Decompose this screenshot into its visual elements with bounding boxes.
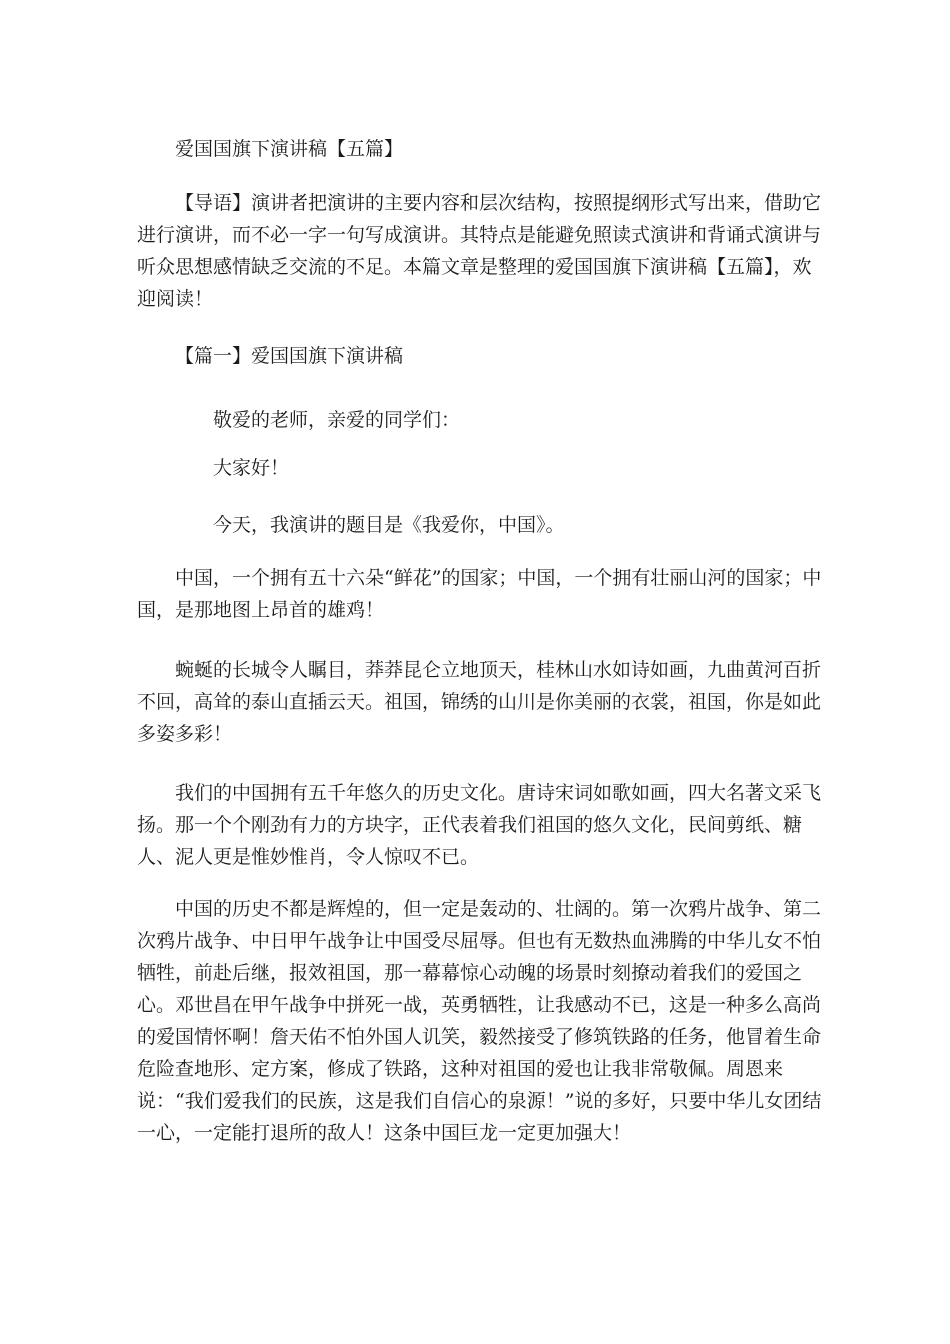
topic-line: 今天，我演讲的题目是《我爱你，中国》。 <box>213 514 565 536</box>
body-paragraph: 蜿蜒的长城令人瞩目，莽莽昆仑立地顶天，桂林山水如诗如画，九曲黄河百折不回，高耸的泰山直插云天。祖国，锦绣的山川是你美丽的衣裳，祖国，你是如此多姿多彩！ <box>137 659 822 745</box>
salutation: 敬爱的老师，亲爱的同学们： <box>213 409 461 431</box>
greeting: 大家好！ <box>213 457 290 479</box>
body-paragraph: 中国的历史不都是辉煌的，但一定是轰动的、壮阔的。第一次鸦片战争、第二次鸦片战争、中日甲午战争让中国受尽屈辱。但也有无数热血沸腾的中华儿女不怕牺牲，前赴后继，报效祖国，那一幕幕惊心动魄的场景时刻撩动着我们的爱国之心。邓世昌在甲午战争中拼死一战，英勇牺牲，让我感动不已，这是一种多么高尚的爱国情怀啊！詹天佑不怕外国人讥笑，毅然接受了修筑铁路的任务，他冒着生命危险查地形、定方案，修成了铁路，这种对祖国的爱也让我非常敬佩。周恩来说：“我们爱我们的民族，这是我们自信心的泉源！”说的多好，只要中华儿女团结一心，一定能打退所的敌人！这条中国巨龙一定更加强大！ <box>137 898 822 1144</box>
intro-paragraph: 【导语】演讲者把演讲的主要内容和层次结构，按照提纲形式写出来，借助它进行演讲，而不必一字一句写成演讲。其特点是能避免照读式演讲和背诵式演讲与听众思想感情缺乏交流的不足。本篇文章是整理的爱国国旗下演讲稿【五篇】，欢迎阅读！ <box>137 192 822 310</box>
section-title: 【篇一】爱国国旗下演讲稿 <box>175 345 404 367</box>
document-title: 爱国国旗下演讲稿【五篇】 <box>175 138 404 160</box>
body-paragraph: 中国，一个拥有五十六朵“鲜花”的国家；中国，一个拥有壮丽山河的国家；中国，是那地图上昂首的雄鸡！ <box>137 567 822 621</box>
body-paragraph: 我们的中国拥有五千年悠久的历史文化。唐诗宋词如歌如画，四大名著文采飞扬。那一个个刚劲有力的方块字，正代表着我们祖国的悠久文化，民间剪纸、糖人、泥人更是惟妙惟肖，令人惊叹不已。 <box>137 782 822 868</box>
